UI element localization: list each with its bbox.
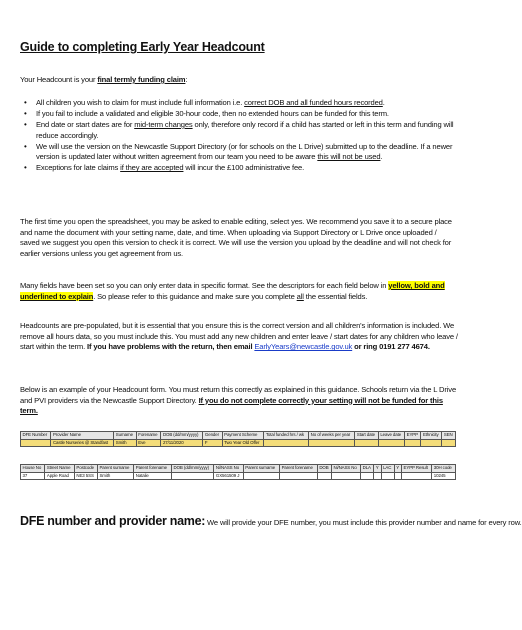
intro-suffix: : bbox=[185, 75, 188, 84]
column-header: DOB (dd/mm/yyyy) bbox=[161, 432, 203, 440]
table-row bbox=[21, 439, 456, 447]
column-header: SEN bbox=[442, 432, 456, 440]
column-header: Payment Scheme bbox=[222, 432, 264, 440]
table-cell bbox=[374, 472, 381, 480]
yellow-highlight: yellow, bold and underlined to explain bbox=[20, 281, 445, 301]
list-item bbox=[20, 98, 460, 109]
column-header: Surname bbox=[114, 432, 136, 440]
column-header: Y bbox=[394, 465, 401, 473]
table-header-row bbox=[21, 432, 456, 440]
table-cell bbox=[394, 472, 401, 480]
column-header: Provider Name bbox=[51, 432, 114, 440]
phone-bold: or ring 0191 277 4674. bbox=[352, 342, 430, 352]
table-cell bbox=[280, 472, 318, 480]
column-header: Ni/NASS No bbox=[214, 465, 243, 473]
table-cell: 10245 bbox=[432, 472, 456, 480]
bullet-text: End date or start dates are for bbox=[36, 119, 135, 129]
page-title: Guide to completing Early Year Headcount bbox=[20, 40, 265, 54]
table-cell: Smith bbox=[114, 439, 136, 447]
headcount-paragraph bbox=[20, 321, 458, 353]
fields-paragraph bbox=[20, 281, 458, 302]
fields-underlined: all bbox=[296, 291, 304, 301]
table-cell: Natalie bbox=[134, 472, 172, 480]
table-cell bbox=[405, 439, 421, 447]
list-item bbox=[20, 120, 460, 141]
fields-text: Many fields have been set so you can only enter data in specific format. See the descriptors for each field below in bbox=[20, 281, 389, 290]
column-header: DOB (dd/mm/yyyy) bbox=[172, 465, 214, 473]
table-row bbox=[21, 472, 456, 480]
column-header: Parent surname bbox=[97, 465, 133, 473]
column-header: Forename bbox=[136, 432, 161, 440]
column-header: EYPP Result bbox=[402, 465, 432, 473]
bullet-text-end: . bbox=[380, 152, 383, 162]
table-cell bbox=[442, 439, 456, 447]
table-cell bbox=[264, 439, 309, 447]
table-cell: Apple Road bbox=[45, 472, 75, 480]
table-cell: Two Year Old Offer bbox=[222, 439, 264, 447]
column-header: Y bbox=[374, 465, 381, 473]
table-cell bbox=[317, 472, 331, 480]
column-header: Street Name bbox=[45, 465, 75, 473]
intro-line bbox=[20, 75, 458, 86]
column-header: DOB bbox=[317, 465, 331, 473]
bullet-underlined: if they are accepted bbox=[120, 163, 184, 173]
table-cell bbox=[402, 472, 432, 480]
table-cell bbox=[381, 472, 394, 480]
example-text: Below is an example of your Headcount form. You must return this correctly as explained in this guidance. Schools return via the L Drive and PVI providers via the Newcastle Support Directory. bbox=[20, 385, 457, 405]
dfe-description: We will provide your DFE number, you must include this provider number and name for every row. bbox=[205, 518, 522, 527]
column-header: Parent forename bbox=[280, 465, 318, 473]
column-header: House No bbox=[21, 465, 45, 473]
table-cell bbox=[243, 472, 279, 480]
table-cell: 27/11/2020 bbox=[161, 439, 203, 447]
bullet-text: If you fail to include a validated and eligible 30-hour code, then no extended hours can be funded for this term. bbox=[36, 108, 389, 118]
bullet-text: All children you wish to claim for must include full information i.e. bbox=[36, 98, 245, 107]
intro-emphasis: final termly funding claim bbox=[97, 75, 186, 84]
table-cell: NE3 5SS bbox=[74, 472, 97, 480]
column-header: Start date bbox=[355, 432, 378, 440]
headcount-text: Headcounts are pre-populated, but it is essential that you ensure this is the correct version and all children's information is included. We remove all hours data, so you must include this. You must add any new children and enter leave / start dates for any children who leave / start within the term. bbox=[20, 321, 458, 352]
spreadsheet-paragraph: The first time you open the spreadsheet, you may be asked to enable editing, select yes. We recommend you save it to a secure place and name the document with your setting name, date, and time. When uploading via Support Directory or L Drive once uploaded / saved we suggest you open this version to check it is correct. We will use the version you upload by the deadline and will not check for earlier versions unless you get agreement from us. bbox=[20, 217, 452, 258]
warning-bold: If you do not complete correctly your setting will not be funded for this term. bbox=[20, 395, 443, 416]
column-header: Parent surname bbox=[243, 465, 279, 473]
column-header: DLA bbox=[361, 465, 374, 473]
list-item bbox=[20, 109, 460, 120]
fields-text-3: the essential fields. bbox=[303, 291, 368, 301]
list-item bbox=[20, 163, 460, 174]
column-header: Gender bbox=[203, 432, 222, 440]
column-header: Ethnicity bbox=[421, 432, 442, 440]
column-header: Total funded hrs / wk bbox=[264, 432, 309, 440]
email-link[interactable]: EarlyYears@newcastle.gov.uk bbox=[254, 342, 353, 352]
table-cell: Smith bbox=[97, 472, 133, 480]
bullet-underlined: correct DOB and all funded hours recorded bbox=[244, 98, 383, 107]
intro-prefix: Your Headcount is your bbox=[20, 75, 98, 84]
column-header: LAC bbox=[381, 465, 394, 473]
bullet-text-end: only, therefore only record if a child has started or left in this term and funding will reduce accordingly. bbox=[36, 119, 454, 140]
headcount-example-table-1 bbox=[20, 431, 456, 447]
table-cell bbox=[21, 439, 51, 447]
table-cell bbox=[378, 439, 404, 447]
table-cell: Castle Nurseries @ Standfast bbox=[51, 439, 114, 447]
headcount-example-table-2 bbox=[20, 464, 456, 480]
column-header: Leave date bbox=[378, 432, 404, 440]
table-cell bbox=[421, 439, 442, 447]
table-header-row bbox=[21, 465, 456, 473]
bullet-text: We will use the version on the Newcastle Support Directory (or for schools on the L Drive) submitted up to the deadline. If a newer version is updated later without written agreement from our team you need to be aware bbox=[36, 141, 453, 162]
bullet-underlined: this will not be used bbox=[317, 152, 381, 162]
bullet-underlined: mid-term changes bbox=[134, 119, 193, 129]
table-cell bbox=[332, 472, 361, 480]
column-header: Postcode bbox=[74, 465, 97, 473]
bullet-text-end: . bbox=[382, 98, 385, 107]
column-header: No of weeks per year bbox=[309, 432, 355, 440]
list-item bbox=[20, 142, 460, 163]
column-header: Parent forename bbox=[134, 465, 172, 473]
dfe-section-heading bbox=[20, 514, 522, 528]
table-cell bbox=[309, 439, 355, 447]
dfe-heading-text: DFE number and provider name: bbox=[20, 514, 206, 528]
column-header: EYPP bbox=[405, 432, 421, 440]
column-header: DFE Number bbox=[21, 432, 51, 440]
table-cell bbox=[172, 472, 214, 480]
fields-text-2: . So please refer to this guidance and make sure you complete bbox=[93, 291, 297, 301]
bullet-text-end: will incur the £100 administrative fee. bbox=[183, 163, 305, 173]
table-cell bbox=[361, 472, 374, 480]
bullet-text: Exceptions for late claims bbox=[36, 163, 121, 173]
column-header: 30H code bbox=[432, 465, 456, 473]
column-header: Ni/NASS No bbox=[332, 465, 361, 473]
table-cell: Eve bbox=[136, 439, 161, 447]
table-cell: F bbox=[203, 439, 222, 447]
table-cell: GX561509 J bbox=[214, 472, 243, 480]
example-paragraph bbox=[20, 385, 458, 417]
table-cell bbox=[355, 439, 378, 447]
claim-rules-list bbox=[20, 98, 460, 174]
contact-bold: If you have problems with the return, then email bbox=[87, 342, 255, 352]
table-cell: 37 bbox=[21, 472, 45, 480]
